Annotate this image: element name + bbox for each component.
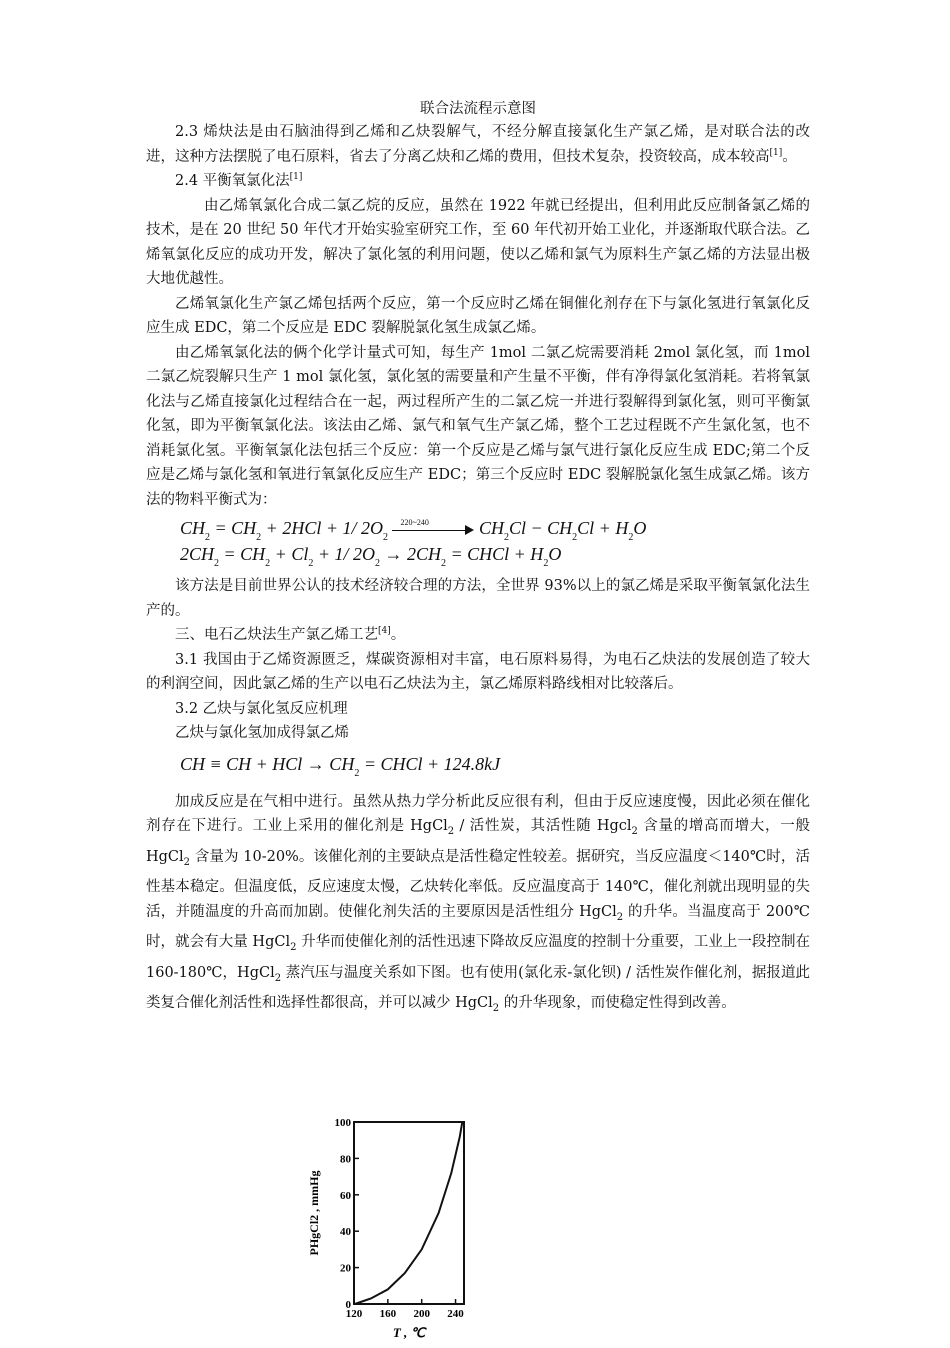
- y-tick-label: 40: [340, 1226, 351, 1239]
- heading-section-3: 三、电石乙炔法生产氯乙烯工艺[4]。: [175, 626, 406, 643]
- x-tick-label: 240: [447, 1308, 464, 1320]
- citation: [4]: [378, 626, 391, 637]
- y-axis-label: PHgCl2 , mmHg: [307, 1170, 321, 1256]
- paragraph-3-1: 3.1 我国由于乙烯资源匮乏，煤碳资源相对丰富，电石原料易得，为电石乙炔法的发展创造了较大的利润空间，因此氯乙烯的生产以电石乙炔法为主，氯乙烯原料路线相对比较落后。: [146, 651, 810, 692]
- paragraph-2-3: 2.3 烯炔法是由石脑油得到乙烯和乙炔裂解气，不经分解直接氯化生产氯乙烯，是对联合法的改进，这种方法摆脱了电石原料，省去了分离乙炔和乙烯的费用，但技术复杂，投资较高，成本较高[1]。: [146, 124, 810, 165]
- equation-acetylene: CH ≡ CH + HCl → $CH_2$ = CHCl + 124.8kJ: [180, 753, 501, 779]
- citation: [1]: [769, 147, 783, 158]
- document-body: [146, 98, 810, 1022]
- equation-oxychlorination: $CH_2 = CH_2 + 2HCl + 1/$ $2O_2$ 220~240 $CH_2Cl - CH_2Cl + H_2O$: [180, 517, 647, 543]
- plot-frame: [354, 1122, 464, 1304]
- y-tick-label: 80: [340, 1153, 351, 1166]
- figure-caption: 联合法流程示意图: [420, 101, 536, 117]
- paragraph-3-2-body: 加成反应是在气相中进行。虽然从热力学分析此反应很有利，但由于反应速度慢，因此必须在催化剂存在下进行。工业上采用的催化剂是 HgCl$_2$ / 活性炭，其活性随 Hgcl$_2$ 含量的增高而增大，一般 HgCl$_2$ 含量为 10-20%。该催化剂的主要缺点是活性稳定性较差。据研究，当反应温度＜140℃时，活性基本稳定。但温度低，反应速度太慢，乙炔转化率低。反应温度高于 140℃，催化剂就出现明显的失活，并随温度的升高而加剧。使催化剂失活的主要原因是活性组分 HgCl$_2$ 的升华。当温度高于 200℃时，就会有大量 HgCl$_2$ 升华而使催化剂的活性迅速下降故反应温度的控制十分重要，工业上一段控制在 160-180℃，HgCl$_2$ 蒸汽压与温度关系如下图。也有使用(氯化汞-氯化钡) / 活性炭作催化剂，据报道此类复合催化剂活性和选择性都很高，并可以减少 HgCl$_2$ 的升华现象，而使稳定性得到改善。: [146, 793, 810, 1014]
- heading-2-4: 2.4 平衡氧氯化法[1]: [175, 172, 303, 189]
- vapor-pressure-figure: [296, 1112, 516, 1344]
- equation-balanced: $2CH_2 = CH_2 + Cl_2 + 1/$ $2O_2 \to 2CH_2$ = CHCl + $H_2O$: [180, 544, 562, 569]
- x-tick-label: 200: [413, 1308, 430, 1320]
- heading-3-2: 3.2 乙炔与氯化氢反应机理: [175, 700, 348, 717]
- x-tick-label: 160: [379, 1308, 397, 1320]
- reaction-arrow-icon: 220~240: [392, 524, 474, 536]
- paragraph-2-4-b: 乙烯氧氯化生产氯乙烯包括两个反应，第一个反应时乙烯在铜催化剂存在下与氯化氢进行氧氯化反应生成 EDC，第二个反应是 EDC 裂解脱氯化氢生成氯乙烯。: [146, 295, 810, 336]
- citation: [1]: [289, 172, 303, 183]
- y-tick-label: 20: [340, 1262, 351, 1275]
- y-tick-label: 100: [334, 1117, 351, 1129]
- y-tick-label: 60: [340, 1189, 351, 1202]
- vapor-pressure-chart: [296, 1112, 516, 1344]
- subheading-3-2: 乙炔与氯化氢加成得氯乙烯: [175, 725, 349, 741]
- paragraph-2-4-a: 由乙烯氧氯化合成二氯乙烷的反应，虽然在 1922 年就已经提出，但利用此反应制备氯乙烯的技术，是在 20 世纪 50 年代才开始实验室研究工作，至 60 年代初开始工业化，并逐渐取代联合法。乙烯氧氯化反应的成功开发，解决了氯化氢的利用问题，使以乙烯和氯气为原料生产氯乙烯的方法显出极大地优越性。: [146, 197, 810, 287]
- y-tick-label: 0: [345, 1299, 351, 1311]
- vapor-pressure-curve: [355, 1122, 463, 1304]
- paragraph-2-4-c: 由乙烯氧氯化法的俩个化学计量式可知，每生产 1mol 二氯乙烷需要消耗 2mol 氯化氢，而 1mol 二氯乙烷裂解只生产 1 mol 氯化氢，氯化氢的需要量和产生量不平衡，伴有净得氯化氢消耗。若将氧氯化法与乙烯直接氯化过程结合在一起，两过程所产生的二氯乙烷一并进行裂解得到氯化氢，则可平衡氯化氢，即为平衡氧氯化法。该法由乙烯、氯气和氧气生产氯乙烯，整个工艺过程既不产生氯化氢，也不消耗氯化氢。平衡氧氯化法包括三个反应：第一个反应是乙烯与氯气进行氯化反应生成 EDC;第二个反应是乙烯与氯化氢和氧进行氧氯化反应生产 EDC；第三个反应时 EDC 裂解脱氯化氢生成氯乙烯。该方法的物料平衡式为：: [146, 344, 810, 508]
- x-tick-label: 120: [345, 1308, 363, 1320]
- x-axis-label: T , ℃: [392, 1325, 426, 1340]
- paragraph-2-4-d: 该方法是目前世界公认的技术经济较合理的方法，全世界 93%以上的氯乙烯是采取平衡氧氯化法生产的。: [146, 578, 810, 619]
